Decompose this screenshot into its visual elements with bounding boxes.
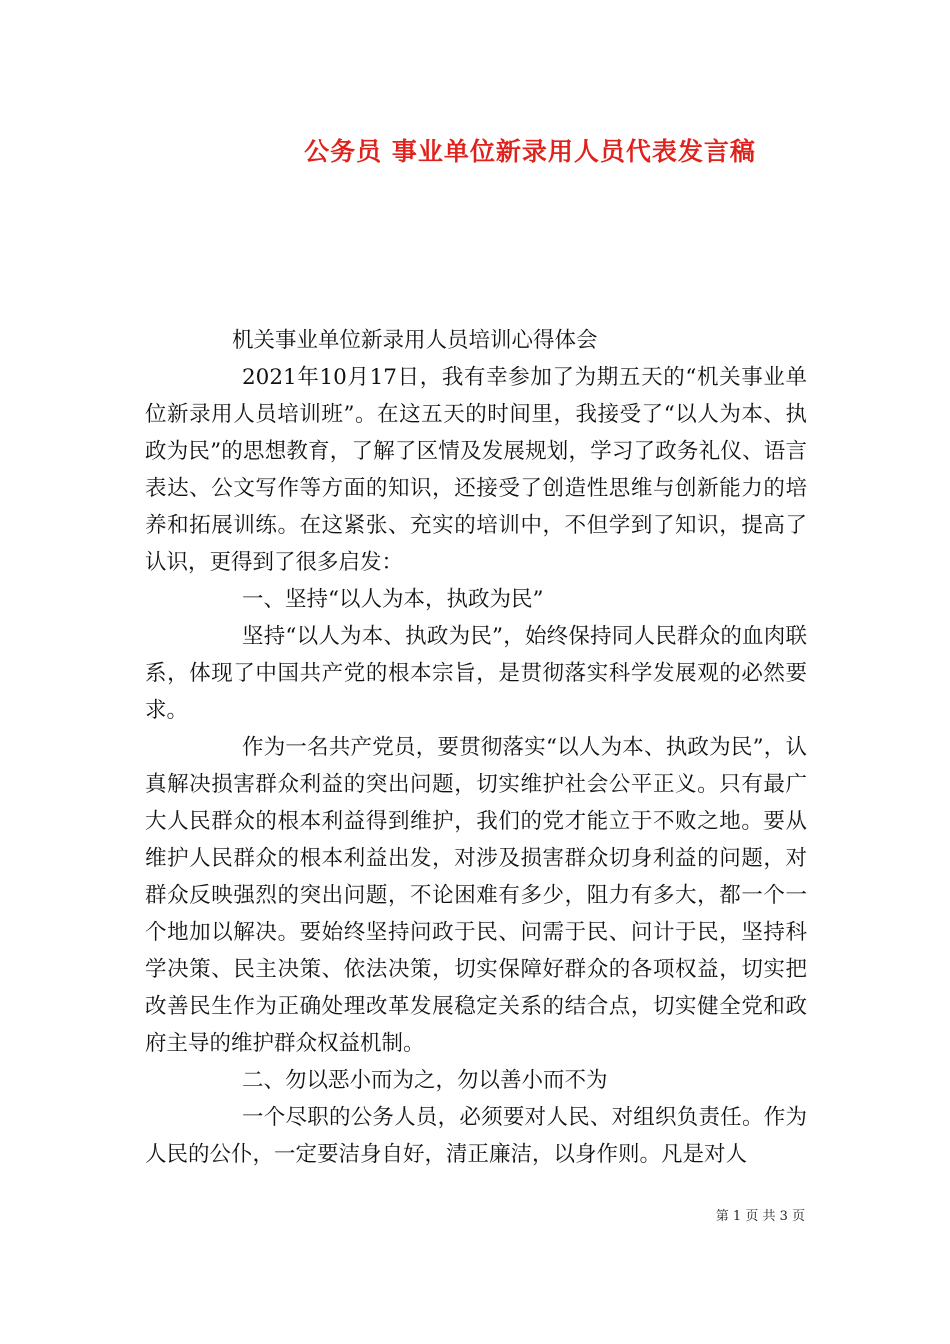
section-heading-2: 二、勿以恶小而为之，勿以善小而不为 [242,1068,608,1093]
document-subtitle: 机关事业单位新录用人员培训心得体会 [232,328,598,353]
section-heading-1: 一、坚持“以人为本，执政为民” [242,587,544,612]
page-title: 公务员 事业单位新录用人员代表发言稿 [304,137,756,166]
paragraph-section-2-a: 一个尽职的公务人员，必须要对人民、对组织负责任。作为人民的公仆，一定要洁身自好，清正廉洁，以身作则。凡是对人 [145,1105,807,1167]
paragraph-intro: 2021年10月17日，我有幸参加了为期五天的“机关事业单位新录用人员培训班”。在这五天的时间里，我接受了“以人为本、执政为民”的思想教育，了解了区情及发展规划，学习了政务礼仪、语言表达、公文写作等方面的知识，还接受了创造性思维与创新能力的培养和拓展训练。在这紧张、充实的培训中，不但学到了知识，提高了认识，更得到了很多启发： [145,365,807,575]
document-body [145,322,807,1173]
paragraph-section-1-a: 坚持“以人为本、执政为民”，始终保持同人民群众的血肉联系，体现了中国共产党的根本宗旨，是贯彻落实科学发展观的必然要求。 [145,624,807,723]
page-number: 第 1 页 共 3 页 [715,1209,805,1224]
paragraph-section-1-b: 作为一名共产党员，要贯彻落实“以人为本、执政为民”，认真解决损害群众利益的突出问题，切实维护社会公平正义。只有最广大人民群众的根本利益得到维护，我们的党才能立于不败之地。要从维护人民群众的根本利益出发，对涉及损害群众切身利益的问题，对群众反映强烈的突出问题，不论困难有多少，阻力有多大，都一个一个地加以解决。要始终坚持问政于民、问需于民、问计于民，坚持科学决策、民主决策、依法决策，切实保障好群众的各项权益，切实把改善民生作为正确处理改革发展稳定关系的结合点，切实健全党和政府主导的维护群众权益机制。 [145,735,807,1056]
